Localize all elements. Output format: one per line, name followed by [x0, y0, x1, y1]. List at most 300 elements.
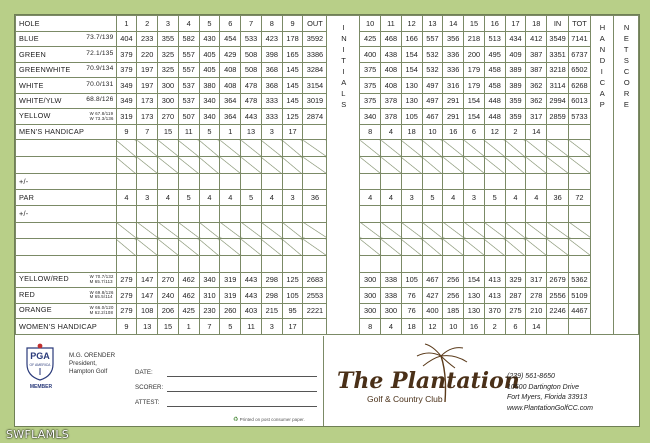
par-cell: 3: [137, 190, 158, 206]
hole-number: 12: [401, 16, 422, 32]
score-cell[interactable]: [199, 173, 220, 190]
score-cell[interactable]: [282, 157, 303, 174]
in-score-cell[interactable]: [547, 222, 569, 239]
score-cell[interactable]: [282, 239, 303, 256]
score-cell[interactable]: [360, 157, 381, 174]
club-address-2: Fort Myers, Florida 33913: [507, 394, 588, 401]
yardage-cell: 154: [464, 272, 485, 288]
score-cell[interactable]: [360, 239, 381, 256]
yardage-cell: 425: [360, 31, 381, 47]
score-cell[interactable]: [199, 140, 220, 157]
par-cell: 5: [241, 190, 262, 206]
tot-score-cell[interactable]: [569, 255, 591, 272]
score-cell[interactable]: [526, 205, 547, 222]
handicap-cell: 11: [178, 124, 199, 140]
out-score-cell[interactable]: [303, 239, 327, 256]
score-cell[interactable]: [261, 173, 282, 190]
score-cell[interactable]: [443, 239, 464, 256]
score-cell[interactable]: [505, 140, 526, 157]
yardage-cell: 220: [137, 47, 158, 63]
yardage-cell: 154: [464, 93, 485, 109]
row-label: PAR: [16, 190, 117, 206]
score-cell[interactable]: [116, 239, 137, 256]
score-cell[interactable]: [526, 222, 547, 239]
score-cell[interactable]: [241, 157, 262, 174]
score-cell[interactable]: [526, 255, 547, 272]
score-cell[interactable]: [137, 205, 158, 222]
handicap-cell: 15: [158, 319, 179, 335]
yardage-cell: 368: [261, 62, 282, 78]
score-cell[interactable]: [261, 157, 282, 174]
tee-rating-line: M 65.5/114: [89, 294, 113, 300]
handicap-column: [590, 16, 613, 335]
yardage-cell: 329: [505, 272, 526, 288]
yardage-cell: 408: [381, 62, 402, 78]
score-cell[interactable]: [484, 205, 505, 222]
par-cell: 3: [464, 190, 485, 206]
score-cell[interactable]: [443, 157, 464, 174]
in-total: [547, 319, 569, 335]
score-cell[interactable]: [220, 205, 241, 222]
row-label: WOMEN'S HANDICAP: [16, 319, 117, 335]
in-score-cell[interactable]: [547, 140, 569, 157]
handicap-cell: 17: [282, 124, 303, 140]
score-cell[interactable]: [401, 205, 422, 222]
score-cell[interactable]: [220, 255, 241, 272]
yardage-cell: 336: [443, 62, 464, 78]
score-cell[interactable]: [158, 255, 179, 272]
yardage-cell: 370: [484, 303, 505, 319]
score-cell[interactable]: [464, 205, 485, 222]
score-cell[interactable]: [220, 173, 241, 190]
score-cell[interactable]: [401, 239, 422, 256]
in-score-cell[interactable]: [547, 157, 569, 174]
handicap-cell: 9: [116, 124, 137, 140]
par-cell: 3: [401, 190, 422, 206]
score-cell[interactable]: [261, 255, 282, 272]
score-cell[interactable]: [261, 222, 282, 239]
yardage-cell: 495: [484, 47, 505, 63]
yardage-cell: 179: [464, 62, 485, 78]
club-address-1: 10500 Dartington Drive: [507, 383, 579, 391]
score-cell[interactable]: [422, 157, 443, 174]
tot-score-cell[interactable]: [569, 157, 591, 174]
score-cell[interactable]: [381, 255, 402, 272]
yardage-cell: 145: [282, 62, 303, 78]
out-score-cell[interactable]: [303, 205, 327, 222]
score-cell[interactable]: [526, 140, 547, 157]
score-cell[interactable]: [422, 239, 443, 256]
tee-label: [16, 78, 117, 94]
yardage-cell: 408: [220, 62, 241, 78]
score-cell[interactable]: [137, 222, 158, 239]
handicap-cell: 14: [526, 124, 547, 140]
yardage-cell: 147: [137, 288, 158, 304]
score-cell[interactable]: [401, 222, 422, 239]
yardage-cell: 478: [241, 78, 262, 94]
yardage-cell: 298: [261, 272, 282, 288]
handicap-cell: 10: [422, 124, 443, 140]
score-cell[interactable]: [464, 222, 485, 239]
contact-block: [507, 372, 593, 414]
tot-total: 6737: [569, 47, 591, 63]
score-cell[interactable]: [443, 205, 464, 222]
yardage-cell: 154: [401, 47, 422, 63]
handicap-cell: 13: [137, 319, 158, 335]
score-cell[interactable]: [484, 239, 505, 256]
tee-name: GREEN: [19, 49, 46, 59]
out-score-cell[interactable]: [303, 140, 327, 157]
score-cell[interactable]: [282, 173, 303, 190]
score-cell[interactable]: [220, 140, 241, 157]
tot-score-cell[interactable]: [569, 173, 591, 190]
yardage-cell: 400: [422, 303, 443, 319]
score-cell[interactable]: [381, 157, 402, 174]
score-cell[interactable]: [220, 157, 241, 174]
out-score-cell[interactable]: [303, 255, 327, 272]
club-name: The Plantation: [337, 368, 520, 394]
in-total: 36: [547, 190, 569, 206]
score-cell[interactable]: [381, 239, 402, 256]
yardage-cell: 317: [526, 272, 547, 288]
handicap-cell: 6: [464, 124, 485, 140]
handicap-cell: 7: [137, 124, 158, 140]
date-line[interactable]: [167, 376, 317, 377]
score-cell[interactable]: [178, 222, 199, 239]
score-cell[interactable]: [464, 173, 485, 190]
score-cell[interactable]: [505, 173, 526, 190]
yardage-cell: 380: [199, 78, 220, 94]
yardage-cell: 408: [220, 78, 241, 94]
score-cell[interactable]: [116, 205, 137, 222]
yardage-cell: 130: [464, 303, 485, 319]
in-score-cell[interactable]: [547, 173, 569, 190]
recycled-note: [233, 416, 305, 423]
score-cell[interactable]: [422, 140, 443, 157]
score-cell[interactable]: [116, 255, 137, 272]
tot-score-cell[interactable]: [569, 222, 591, 239]
score-cell[interactable]: [381, 222, 402, 239]
handicap-cell: 17: [282, 319, 303, 335]
score-cell[interactable]: [464, 239, 485, 256]
out-total: 3019: [303, 93, 327, 109]
score-cell[interactable]: [178, 157, 199, 174]
tot-total: 7141: [569, 31, 591, 47]
score-cell[interactable]: [241, 239, 262, 256]
pga-logo-text: PGA: [30, 351, 50, 361]
par-cell: 4: [261, 190, 282, 206]
score-cell[interactable]: [158, 173, 179, 190]
yardage-cell: 497: [422, 93, 443, 109]
score-cell[interactable]: [178, 205, 199, 222]
tee-label: [16, 47, 117, 63]
yardage-cell: 375: [360, 93, 381, 109]
score-cell[interactable]: [443, 255, 464, 272]
score-cell[interactable]: [422, 222, 443, 239]
score-cell[interactable]: [422, 255, 443, 272]
hole-number: 5: [199, 16, 220, 32]
score-cell[interactable]: [158, 222, 179, 239]
handicap-cell: 3: [261, 319, 282, 335]
score-cell[interactable]: [282, 255, 303, 272]
tot-score-cell[interactable]: [569, 140, 591, 157]
score-cell[interactable]: [464, 157, 485, 174]
score-cell[interactable]: [137, 255, 158, 272]
handicap-cell: 4: [381, 124, 402, 140]
yardage-cell: 317: [526, 109, 547, 125]
score-cell[interactable]: [443, 140, 464, 157]
row-label: MEN'S HANDICAP: [16, 124, 117, 140]
handicap-cell: 1: [178, 319, 199, 335]
score-cell[interactable]: [282, 205, 303, 222]
score-cell[interactable]: [178, 239, 199, 256]
yardage-cell: 467: [422, 109, 443, 125]
hole-number: 17: [505, 16, 526, 32]
score-cell[interactable]: [116, 222, 137, 239]
score-cell[interactable]: [484, 222, 505, 239]
president-club: Hampton Golf: [69, 368, 108, 375]
yardage-cell: 333: [261, 109, 282, 125]
score-cell[interactable]: [526, 157, 547, 174]
row-label: +/-: [16, 205, 117, 222]
hole-number: 10: [360, 16, 381, 32]
in-score-cell[interactable]: [547, 239, 569, 256]
score-cell[interactable]: [116, 140, 137, 157]
in-score-cell[interactable]: [547, 205, 569, 222]
yardage-cell: 336: [443, 47, 464, 63]
score-cell[interactable]: [199, 205, 220, 222]
score-cell[interactable]: [282, 140, 303, 157]
score-cell[interactable]: [422, 205, 443, 222]
yardage-cell: 95: [282, 303, 303, 319]
yardage-cell: 364: [220, 109, 241, 125]
out-score-cell[interactable]: [303, 157, 327, 174]
score-cell[interactable]: [220, 239, 241, 256]
score-cell[interactable]: [241, 205, 262, 222]
score-cell[interactable]: [505, 239, 526, 256]
score-cell[interactable]: [199, 239, 220, 256]
yardage-cell: 413: [484, 288, 505, 304]
tot-total: 72: [569, 190, 591, 206]
yardage-cell: 108: [137, 303, 158, 319]
yardage-cell: 325: [158, 62, 179, 78]
in-total: 3549: [547, 31, 569, 47]
yardage-cell: 468: [381, 31, 402, 47]
score-cell[interactable]: [484, 255, 505, 272]
hole-number: 8: [261, 16, 282, 32]
tot-score-cell[interactable]: [569, 205, 591, 222]
yardage-cell: 478: [241, 93, 262, 109]
score-cell[interactable]: [158, 157, 179, 174]
hole-number: 15: [464, 16, 485, 32]
yardage-cell: 387: [526, 47, 547, 63]
yardage-cell: 423: [261, 31, 282, 47]
score-cell[interactable]: [137, 140, 158, 157]
tee-rating: 73.7/139: [86, 34, 114, 42]
in-total: 3218: [547, 62, 569, 78]
tee-name: WHITE/YLW: [19, 96, 62, 106]
score-cell[interactable]: [137, 157, 158, 174]
score-cell[interactable]: [443, 222, 464, 239]
footer: [15, 336, 639, 426]
in-header: IN: [547, 16, 569, 32]
score-cell[interactable]: [360, 140, 381, 157]
par-cell: 4: [199, 190, 220, 206]
score-cell[interactable]: [116, 157, 137, 174]
out-total: 3592: [303, 31, 327, 47]
out-score-cell[interactable]: [303, 173, 327, 190]
score-cell[interactable]: [526, 239, 547, 256]
score-cell[interactable]: [241, 140, 262, 157]
initials-column: [327, 16, 360, 335]
yardage-cell: 364: [220, 93, 241, 109]
score-cell[interactable]: [199, 222, 220, 239]
yardage-cell: 507: [178, 109, 199, 125]
score-cell[interactable]: [282, 222, 303, 239]
yardage-cell: 145: [282, 93, 303, 109]
yardage-cell: 443: [241, 288, 262, 304]
score-cell[interactable]: [158, 239, 179, 256]
plantation-logo: [333, 344, 520, 419]
hole-number: 2: [137, 16, 158, 32]
score-cell[interactable]: [484, 140, 505, 157]
score-cell[interactable]: [178, 140, 199, 157]
yardage-cell: 270: [158, 109, 179, 125]
score-cell[interactable]: [381, 173, 402, 190]
handicap-cell: 8: [360, 319, 381, 335]
attest-line[interactable]: [167, 406, 317, 407]
handicap-cell: 16: [464, 319, 485, 335]
yardage-cell: 362: [526, 78, 547, 94]
score-cell[interactable]: [137, 173, 158, 190]
score-cell[interactable]: [505, 255, 526, 272]
in-total: 2246: [547, 303, 569, 319]
yardage-cell: 340: [199, 109, 220, 125]
yardage-cell: 197: [137, 78, 158, 94]
yardage-cell: 206: [158, 303, 179, 319]
tot-total: [569, 124, 591, 140]
score-cell[interactable]: [401, 173, 422, 190]
in-score-cell[interactable]: [547, 255, 569, 272]
hole-number: 3: [158, 16, 179, 32]
score-cell[interactable]: [199, 255, 220, 272]
yardage-cell: 105: [282, 288, 303, 304]
score-cell[interactable]: [360, 255, 381, 272]
score-cell[interactable]: [178, 255, 199, 272]
tee-label: [16, 62, 117, 78]
tee-rating-lines: [90, 291, 116, 300]
yardage-cell: 413: [484, 272, 505, 288]
score-cell[interactable]: [360, 222, 381, 239]
recycle-icon: ♻: [233, 417, 239, 423]
yardage-cell: 300: [158, 78, 179, 94]
score-cell[interactable]: [422, 173, 443, 190]
score-cell[interactable]: [241, 255, 262, 272]
tee-rating: 72.1/135: [86, 49, 114, 57]
yardage-cell: 218: [464, 31, 485, 47]
score-cell[interactable]: [360, 205, 381, 222]
tee-rating-lines: [90, 306, 116, 315]
tee-name: BLUE: [19, 34, 39, 44]
yardage-cell: 557: [178, 47, 199, 63]
yardage-cell: 454: [220, 31, 241, 47]
yardage-cell: 379: [116, 47, 137, 63]
score-cell[interactable]: [484, 173, 505, 190]
score-cell[interactable]: [464, 140, 485, 157]
score-cell[interactable]: [401, 255, 422, 272]
score-cell[interactable]: [526, 173, 547, 190]
yardage-cell: 76: [401, 288, 422, 304]
par-cell: 4: [220, 190, 241, 206]
scorer-line[interactable]: [167, 391, 317, 392]
score-cell[interactable]: [464, 255, 485, 272]
score-cell[interactable]: [261, 239, 282, 256]
tot-score-cell[interactable]: [569, 239, 591, 256]
yardage-cell: 130: [464, 288, 485, 304]
club-website[interactable]: www.PlantationGolfCC.com: [507, 404, 593, 412]
score-cell[interactable]: [158, 205, 179, 222]
score-cell[interactable]: [158, 140, 179, 157]
score-cell[interactable]: [443, 173, 464, 190]
out-total: [303, 319, 327, 335]
score-cell[interactable]: [261, 140, 282, 157]
yardage-cell: 319: [220, 288, 241, 304]
yardage-cell: 278: [526, 288, 547, 304]
score-cell[interactable]: [241, 173, 262, 190]
score-cell[interactable]: [178, 173, 199, 190]
handicap-cell: 9: [116, 319, 137, 335]
score-cell[interactable]: [220, 222, 241, 239]
score-cell[interactable]: [381, 140, 402, 157]
score-cell[interactable]: [381, 205, 402, 222]
score-cell[interactable]: [484, 157, 505, 174]
score-cell[interactable]: [137, 239, 158, 256]
president-block: [69, 352, 115, 376]
tot-total: 5109: [569, 288, 591, 304]
par-cell: 4: [505, 190, 526, 206]
yardage-cell: 537: [178, 78, 199, 94]
in-total: 2994: [547, 93, 569, 109]
in-total: 2679: [547, 272, 569, 288]
yardage-cell: 338: [381, 288, 402, 304]
yardage-cell: 291: [443, 93, 464, 109]
yardage-cell: 300: [360, 303, 381, 319]
score-cell[interactable]: [199, 157, 220, 174]
score-cell[interactable]: [505, 222, 526, 239]
score-cell[interactable]: [116, 173, 137, 190]
tee-rating-line: W 73.3/136: [89, 115, 114, 121]
yardage-cell: 462: [178, 288, 199, 304]
handicap-cell: 6: [505, 319, 526, 335]
watermark: SWFLAMLS: [6, 428, 70, 441]
score-cell[interactable]: [241, 222, 262, 239]
tee-rating-line: W 67.8/119: [89, 111, 114, 117]
yardage-cell: 378: [381, 109, 402, 125]
hole-number: 6: [220, 16, 241, 32]
score-cell[interactable]: [401, 157, 422, 174]
score-cell[interactable]: [505, 157, 526, 174]
score-cell[interactable]: [401, 140, 422, 157]
score-cell[interactable]: [360, 173, 381, 190]
yardage-cell: 497: [422, 78, 443, 94]
par-cell: 4: [360, 190, 381, 206]
out-total: 3154: [303, 78, 327, 94]
score-cell[interactable]: [505, 205, 526, 222]
row-label: [16, 239, 117, 256]
out-score-cell[interactable]: [303, 222, 327, 239]
handicap-cell: 18: [401, 319, 422, 335]
score-cell[interactable]: [261, 205, 282, 222]
